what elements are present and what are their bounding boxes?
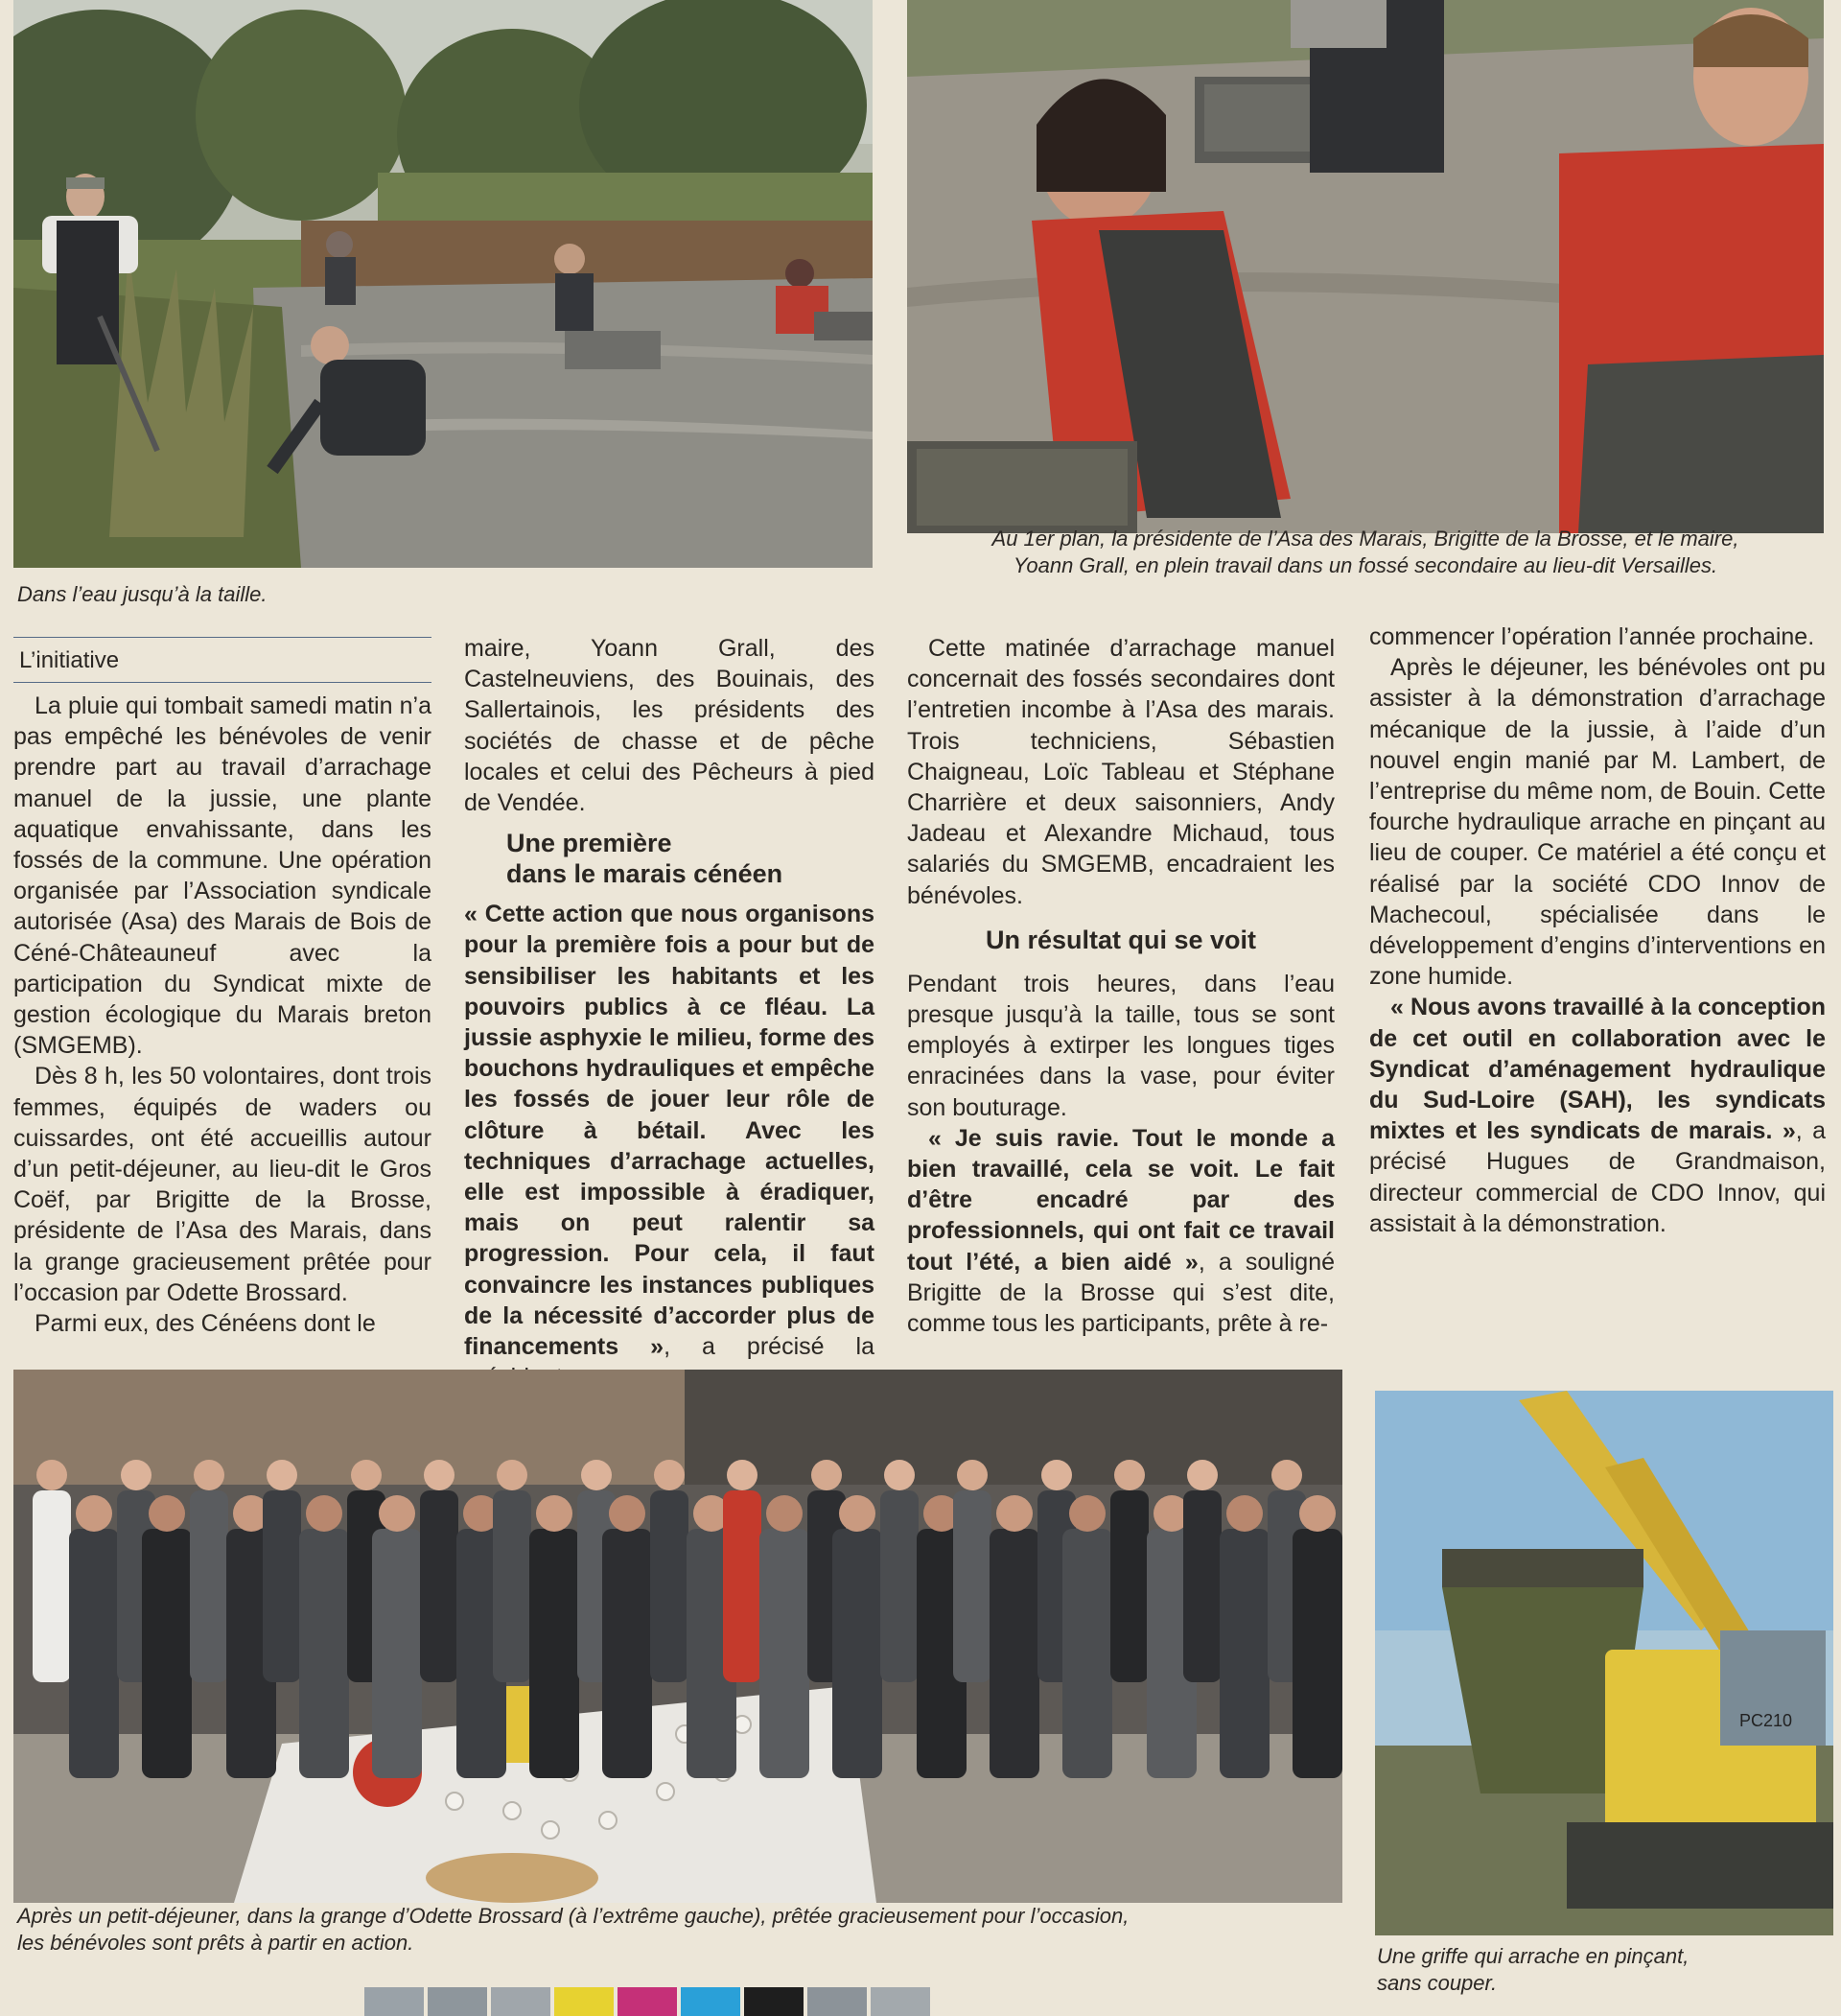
- quote: « Cette action que nous organisons pour la première fois a pour but de sensibiliser les habitants et les pouvoirs publics à ce fléau. La jussie asphyxie le milieu, forme des bouchons hydrauliques et empêche les fossés de jouer leur rôle de clôture à bétail. Avec les techniques d’arrachage actuelles, elle est impossible à éradiquer, mais on peut ralentir sa progression. Pour cela, il faut convaincre les instances publiques de la nécessité d’accorder plus de financements »: [464, 901, 874, 1361]
- paragraph: commencer l’opération l’année prochaine.: [1369, 623, 1815, 650]
- excavator-model-label: PC210: [1739, 1711, 1793, 1730]
- photo3-caption-line2: les bénévoles sont prêts à partir en action.: [17, 1931, 414, 1955]
- photo-volunteers-in-water: [13, 0, 873, 568]
- color-swatch: [491, 1987, 550, 2016]
- quote-attribution: , a souligné Brigitte de la Brosse qui s’est dite, comme tous les participants, prête à re-: [907, 1248, 1335, 1338]
- photo1-caption-text: Dans l’eau jusqu’à la taille.: [17, 582, 268, 606]
- color-swatch: [428, 1987, 487, 2016]
- article-column-2: [464, 633, 874, 1393]
- photo4-caption-line1: Une griffe qui arrache en pinçant,: [1377, 1944, 1690, 1968]
- paragraph: Après le déjeuner, les bénévoles ont pu assister à la démonstration d’arrachage mécanique de la jussie, à l’aide d’un nouvel engin manié par M. Lambert, de l’entreprise du même nom, de Bouin. Cette fourche hydraulique arrache en pinçant au lieu de couper. Ce matériel a été conçu et réalisé par la société CDO Innov de Machecoul, spécialisée dans le développement d’engins d’interventions en zone humide.: [1369, 654, 1826, 991]
- photo3-caption: [17, 1903, 1340, 1957]
- section-rule: [13, 637, 431, 638]
- photo3-caption-line1: Après un petit-déjeuner, dans la grange d’Odette Brossard (à l’extrême gauche), prêtée gracieusement pour l’occasion,: [17, 1904, 1130, 1928]
- quote: « Nous avons travaillé à la conception de cet outil en collaboration avec le Syndicat d’aménagement hydraulique du Sud-Loire (SAH), les syndicats mixtes et les syndicats de marais. »: [1369, 994, 1826, 1145]
- paragraph: maire, Yoann Grall, des Castelneuviens, des Bouinais, des Sallertainois, les présidents des sociétés de chasse et de pêche locales et celui des Pêcheurs à pied de Vendée.: [464, 635, 874, 817]
- color-swatch: [681, 1987, 740, 2016]
- photo2-caption-line2: Yoann Grall, en plein travail dans un fossé secondaire au lieu-dit Versailles.: [1013, 553, 1718, 577]
- color-swatch: [871, 1987, 930, 2016]
- color-swatch: [618, 1987, 677, 2016]
- subheading-2: Un résultat qui se voit: [985, 925, 1257, 954]
- color-swatch: [807, 1987, 867, 2016]
- article-column-3: [907, 633, 1335, 1339]
- paragraph: Cette matinée d’arrachage manuel concernait des fossés secondaires dont l’entretien incombe à l’Asa des marais. Trois techniciens, Sébastien Chaigneau, Loïc Tableau et Stéphane Charrière et deux saisonniers, Andy Jadeau et Alexandre Michaud, tous salariés du SMGEMB, encadraient les bénévoles.: [907, 635, 1335, 909]
- photo-excavator-claw: [1375, 1391, 1833, 1935]
- article-column-4: [1369, 621, 1826, 1239]
- quote: « Je suis ravie. Tout le monde a bien travaillé, cela se voit. Le fait d’être encadré par des professionnels, qui ont fait ce travail tout l’été, a bien aidé »: [907, 1124, 1335, 1276]
- photo4-caption-line2: sans couper.: [1377, 1971, 1498, 1995]
- photo-president-and-mayor: [907, 0, 1824, 533]
- photo2-caption-line1: Au 1er plan, la présidente de l’Asa des Marais, Brigitte de la Brosse, et le maire,: [991, 527, 1739, 551]
- color-swatch: [744, 1987, 804, 2016]
- quote-attribution: , a précisé la: [664, 1333, 874, 1361]
- subheading-1-line2: dans le marais cénéen: [506, 859, 783, 889]
- section-label: L’initiative: [13, 644, 431, 683]
- quote-paragraph: [464, 899, 874, 1393]
- quote-paragraph: [907, 1123, 1335, 1339]
- paragraph: Dès 8 h, les 50 volontaires, dont trois femmes, équipés de waders ou cuissardes, ont été accueillis autour d’un petit-déjeuner, au lieu-dit le Gros Coëf, par Brigitte de la Brosse, présidente de l’Asa des Marais, dans la grange gracieusement prêtée pour l’occasion par Odette Brossard.: [13, 1063, 431, 1306]
- paragraph: Parmi eux, des Cénéens dont le: [35, 1310, 376, 1338]
- subheading-1-line1: Une première: [506, 829, 672, 858]
- paragraph: La pluie qui tombait samedi matin n’a pas empêché les bénévoles de venir prendre part au travail d’arrachage manuel de la jussie, une plante aquatique envahissante, dans les fossés de la commune. Une opération organisée par l’Association syndicale autorisée (Asa) des Marais de Bois de Céné-Châteauneuf avec la participation du Syndicat mixte de gestion écologique du Marais breton (SMGEMB).: [13, 692, 431, 1060]
- quote-paragraph: [1369, 992, 1826, 1239]
- article-column-1: [13, 637, 431, 1339]
- color-swatch: [364, 1987, 424, 2016]
- photo1-caption: [17, 581, 861, 608]
- paragraph: Pendant trois heures, dans l’eau presque jusqu’à la taille, tous se sont employés à extirper les longues tiges enracinées dans la vase, pour éviter son bouturage.: [907, 970, 1335, 1121]
- photo4-caption: [1377, 1943, 1833, 1997]
- quote-attribution: , a précisé Hugues de Grandmaison, directeur commercial de CDO Innov, qui assistait à la démonstration.: [1369, 1117, 1827, 1237]
- color-swatch: [554, 1987, 614, 2016]
- photo2-caption: [907, 526, 1824, 579]
- photo-group-volunteers: [13, 1370, 1342, 1903]
